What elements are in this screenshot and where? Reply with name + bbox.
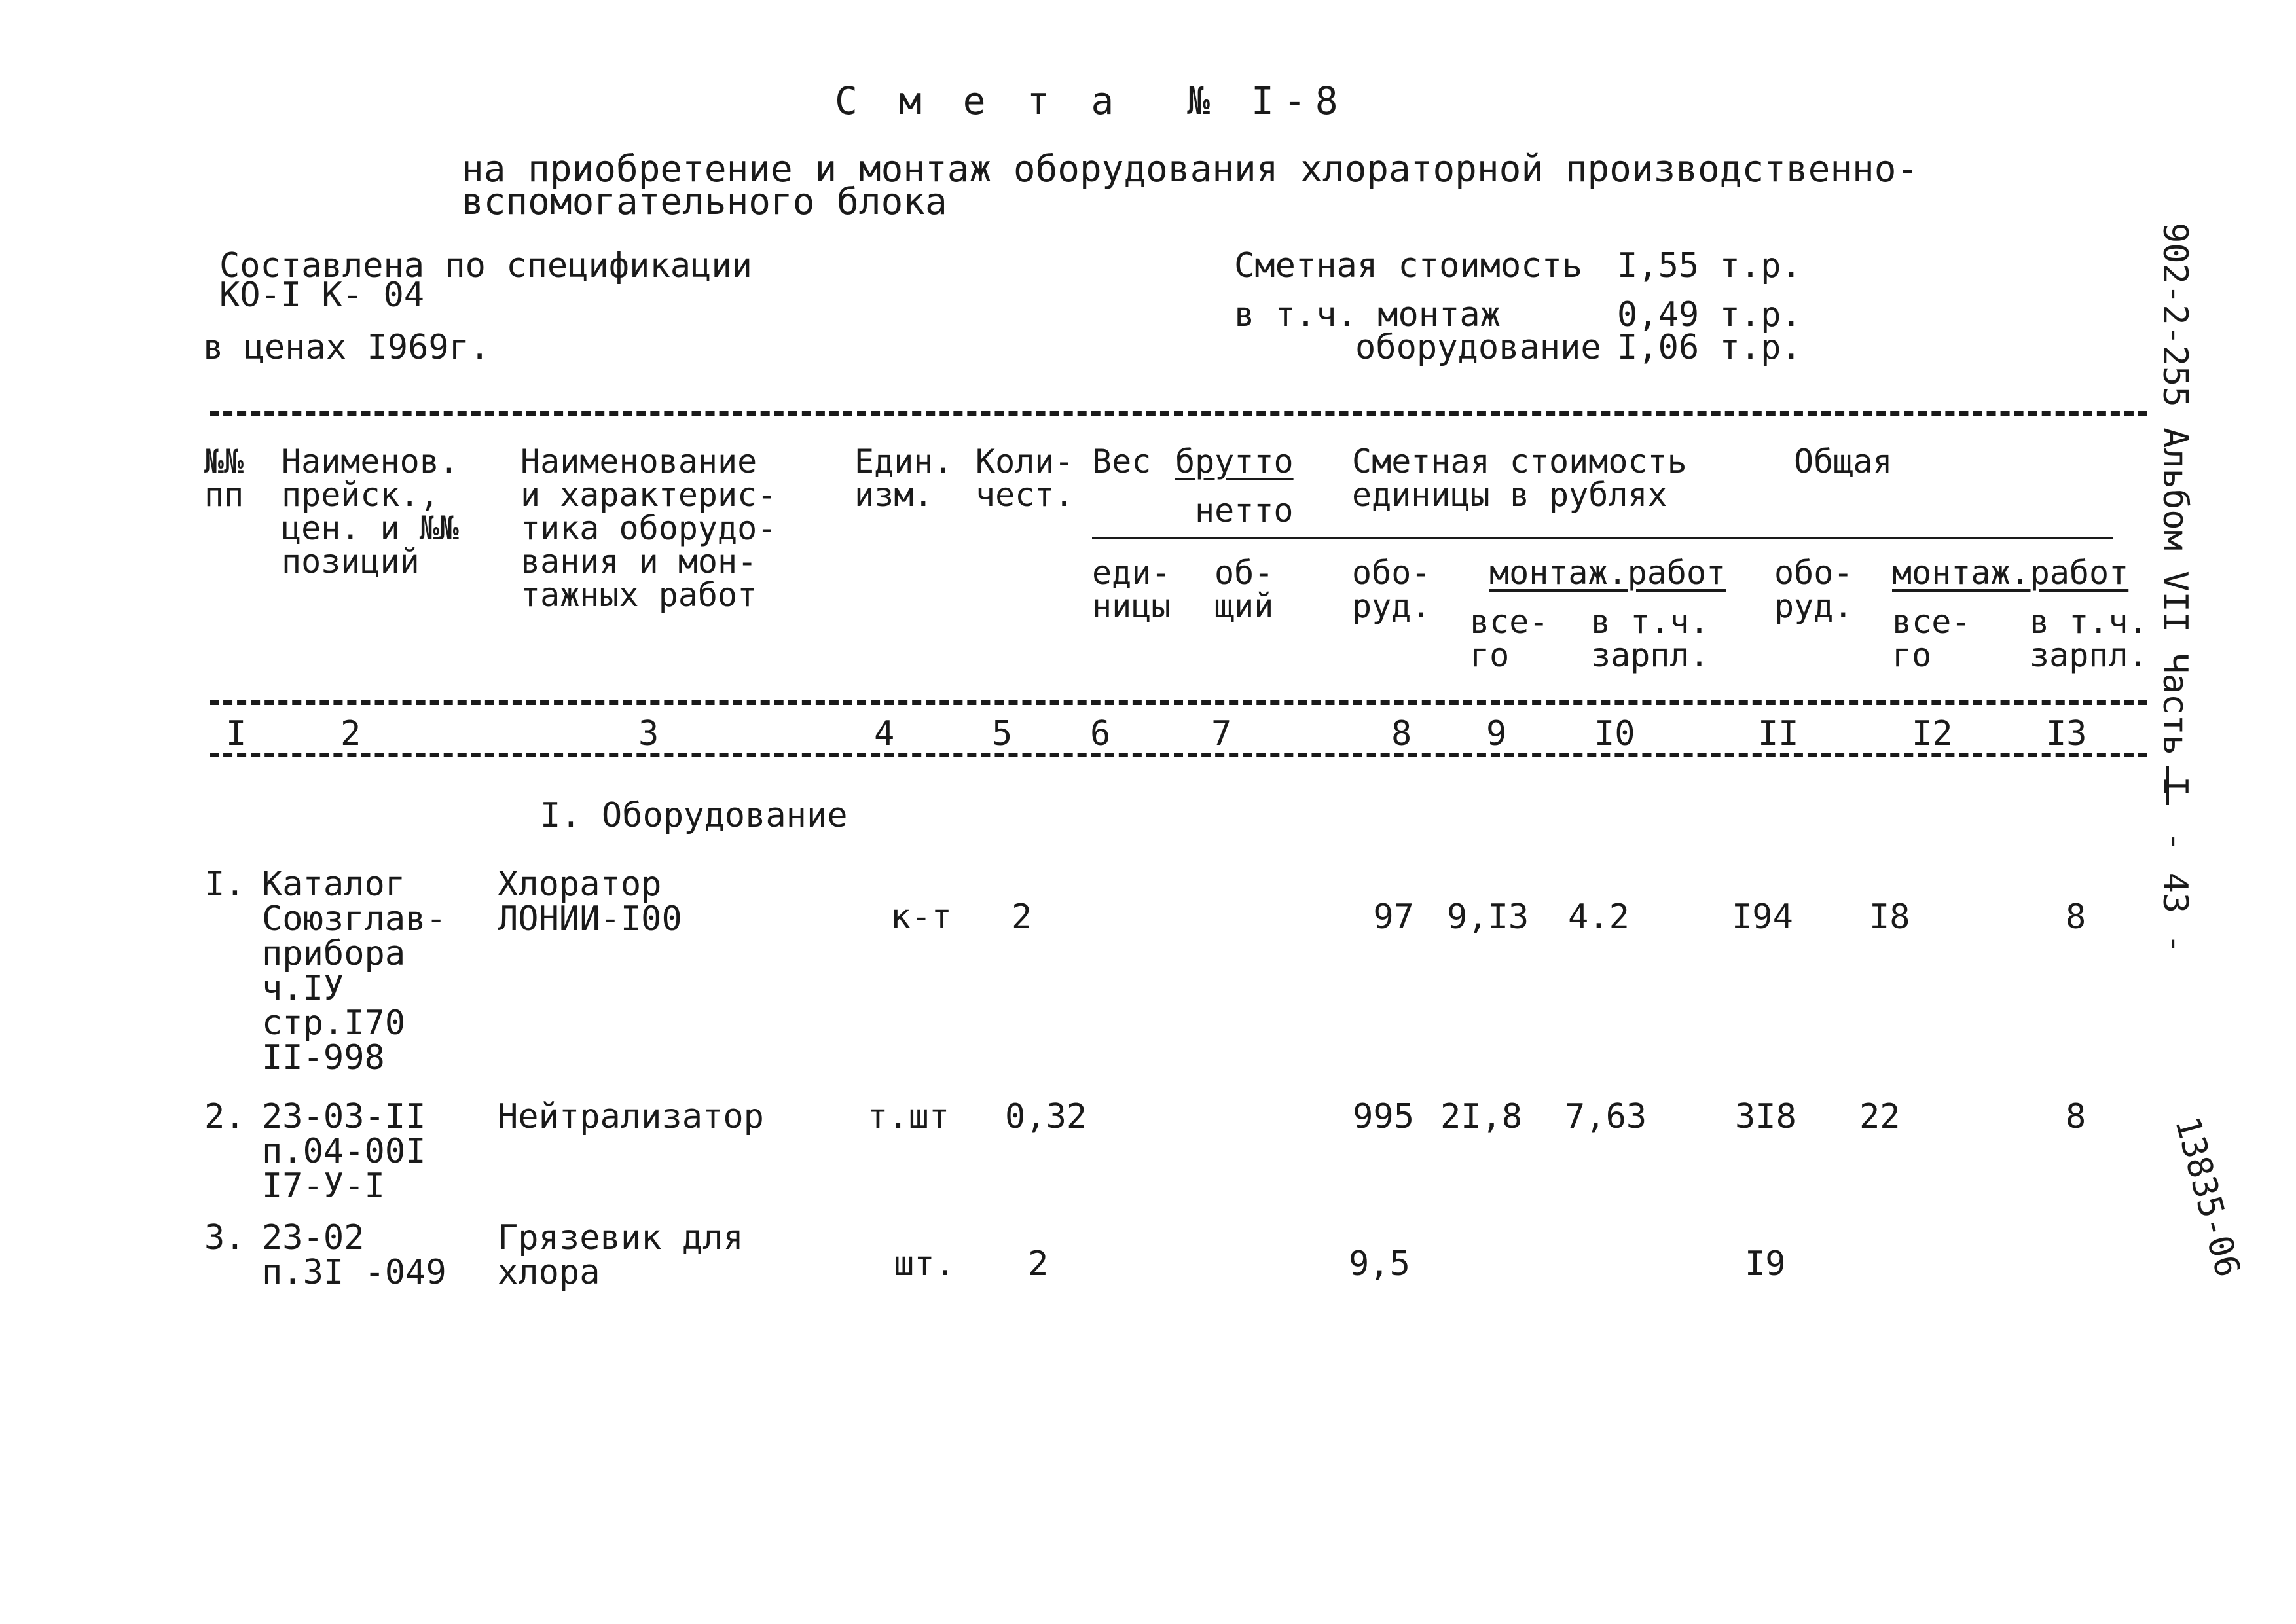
document-subtitle-line2: вспомогательного блока xyxy=(462,181,947,223)
header-divider xyxy=(1092,537,2113,539)
row-total-equipment: I94 xyxy=(1732,897,1793,937)
row-unit: к-т xyxy=(890,897,952,937)
header-total-install-all: все- го xyxy=(1892,603,1971,674)
row-ref: Каталог Союзглав- прибора ч.IУ стр.I70 II-998 xyxy=(262,865,446,1078)
album-margin-note: 902-2-255 Альбом VII Часть I xyxy=(2155,223,2195,797)
page-number: - 43 - xyxy=(2155,831,2195,954)
colnum-3: 3 xyxy=(638,714,659,753)
margin-bar xyxy=(2166,766,2169,805)
header-equipment: обо- руд. xyxy=(1352,554,1431,625)
colnum-6: 6 xyxy=(1090,714,1111,753)
header-weight-unit: еди- ницы xyxy=(1092,554,1171,625)
row-install-wages: 7,63 xyxy=(1565,1097,1647,1136)
header-install-total: все- го xyxy=(1470,603,1549,674)
colnum-1: I xyxy=(226,714,247,753)
compiled-by-line2: КО-I К- 04 xyxy=(219,276,425,315)
table-top-rule xyxy=(210,411,2147,416)
row-equipment-cost: 97 xyxy=(1373,897,1414,937)
row-qty: 0,32 xyxy=(1005,1097,1087,1136)
row-total-install: 22 xyxy=(1859,1097,1901,1136)
section-heading: I. Оборудование xyxy=(540,796,848,835)
prices-year: в ценах I969г. xyxy=(203,328,490,367)
row-name: Грязевик для хлора xyxy=(498,1218,744,1293)
colnum-11: II xyxy=(1758,714,1799,753)
header-weight: Вес xyxy=(1092,442,1152,480)
row-total-wages: 8 xyxy=(2066,1097,2086,1136)
header-total-cost: Общая xyxy=(1794,442,1893,480)
row-total-equipment: I9 xyxy=(1745,1244,1786,1284)
colnum-13: I3 xyxy=(2046,714,2087,753)
header-weight-total: об- щий xyxy=(1214,554,1274,625)
row-num: 3. xyxy=(204,1218,246,1257)
document-subtitle-line1: на приобретение и монтаж оборудования хлораторной производственно- xyxy=(462,148,1919,190)
including-install-value: 0,49 т.р. xyxy=(1617,295,1802,334)
colnum-5: 5 xyxy=(992,714,1013,753)
colnum-12: I2 xyxy=(1912,714,1953,753)
colnum-2: 2 xyxy=(340,714,361,753)
header-gross: брутто xyxy=(1175,442,1294,480)
colnum-bottom-rule xyxy=(210,753,2147,757)
row-equipment-cost: 9,5 xyxy=(1349,1244,1410,1284)
colnum-4: 4 xyxy=(874,714,895,753)
equipment-cost-value: I,06 т.р. xyxy=(1617,328,1802,367)
header-unit: Един. изм. xyxy=(854,442,953,514)
row-install-total: 2I,8 xyxy=(1440,1097,1523,1136)
row-name: Нейтрализатор xyxy=(498,1097,764,1136)
row-unit: шт. xyxy=(894,1244,955,1284)
colnum-8: 8 xyxy=(1391,714,1412,753)
header-total-install-wages: в т.ч. зарпл. xyxy=(2030,603,2148,674)
row-total-wages: 8 xyxy=(2066,897,2086,937)
header-pricelist-ref: Наименов. прейск., цен. и №№ позиций xyxy=(282,442,459,581)
row-ref: 23-03-II п.04-00I I7-У-I xyxy=(262,1097,426,1206)
compiled-by-line1: Составлена по спецификации xyxy=(219,246,752,285)
header-num: №№ пп xyxy=(204,442,244,514)
header-unit-cost: Сметная стоимость единицы в рублях xyxy=(1352,442,1687,514)
header-total-equipment: обо- руд. xyxy=(1774,554,1853,625)
row-install-total: 9,I3 xyxy=(1447,897,1529,937)
colnum-10: I0 xyxy=(1594,714,1635,753)
colnum-top-rule xyxy=(210,700,2147,705)
header-quantity: Коли- чест. xyxy=(975,442,1074,514)
row-total-equipment: 3I8 xyxy=(1735,1097,1796,1136)
handwritten-number: 13835-06 xyxy=(2167,1113,2248,1282)
colnum-7: 7 xyxy=(1211,714,1232,753)
header-net: нетто xyxy=(1195,492,1294,530)
header-description: Наименование и характерис- тика оборудо- вания и мон- тажных работ xyxy=(520,442,777,614)
including-install-label: в т.ч. монтаж xyxy=(1234,295,1501,334)
estimated-cost-value: I,55 т.р. xyxy=(1617,246,1802,285)
row-equipment-cost: 995 xyxy=(1353,1097,1414,1136)
row-num: 2. xyxy=(204,1097,246,1136)
row-qty: 2 xyxy=(1011,897,1032,937)
estimated-cost-label: Сметная стоимость xyxy=(1234,246,1583,285)
document-title: С м е т а № I-8 xyxy=(835,79,1347,123)
row-total-install: I8 xyxy=(1869,897,1910,937)
row-unit: т.шт xyxy=(867,1097,950,1136)
header-install-wages: в т.ч. зарпл. xyxy=(1591,603,1709,674)
equipment-cost-label: оборудование xyxy=(1355,328,1601,367)
row-qty: 2 xyxy=(1028,1244,1049,1284)
header-total-installation: монтаж.работ xyxy=(1892,554,2129,592)
row-name: Хлоратор ЛОНИИ-I00 xyxy=(498,865,682,939)
row-install-wages: 4.2 xyxy=(1568,897,1630,937)
header-installation: монтаж.работ xyxy=(1489,554,1726,592)
row-num: I. xyxy=(204,865,246,904)
colnum-9: 9 xyxy=(1486,714,1507,753)
row-ref: 23-02 п.3I -049 xyxy=(262,1218,446,1293)
